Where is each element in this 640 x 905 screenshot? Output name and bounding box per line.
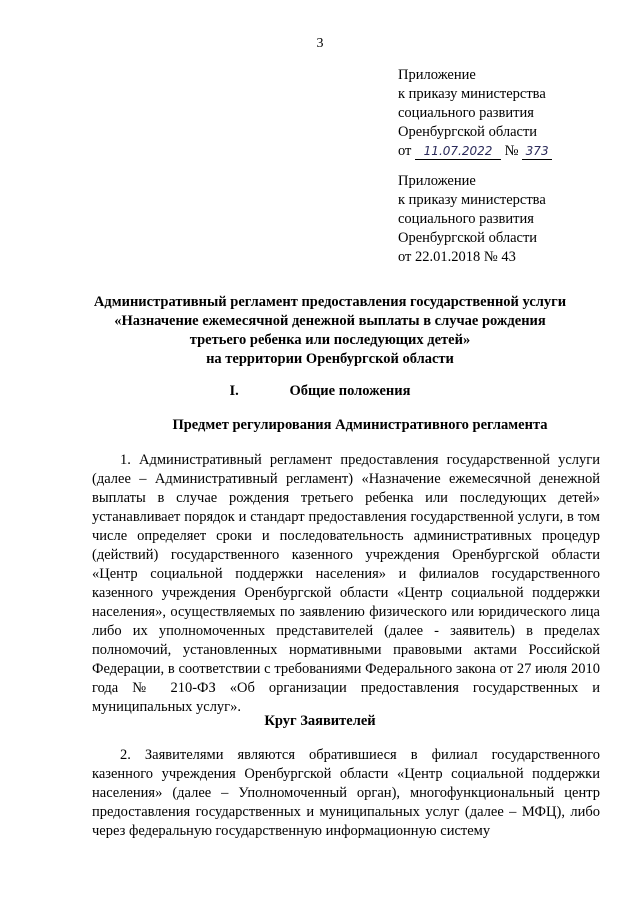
section-heading [0,383,640,400]
subheading-subject: Предмет регулирования Административного регламента [172,417,548,433]
paragraph-2 [92,746,600,841]
page-number: 3 [316,36,324,51]
paragraph-text: 1. Административный регламент предоставления государственной услуги (далее – Административный регламент) «Назначение ежемесячной денежной выплаты в случае рождения третьего ребенка или последующих детей» устанавливает порядок и стандарт предоставления государственной услуги, в том числе определяет сроки и последовательность административных процедур (действий) государственного казенного учреждения Оренбургской области «Центр социальной поддержки населения» и филиалов государственного казенного учреждения Оренбургской области «Центр социальной поддержки населения», осуществляемых по заявлению физического или юридического лица либо их уполномоченных представителей (далее - заявитель) в пределах полномочий, установленных нормативными правовыми актами Российской Федерации, в соответствии с требованиями Федерального закона от 27 июля 2010 года № 210-ФЗ «Об организации предоставления государственных и муниципальных услуг». [92,452,600,715]
appendix-line: социального развития [398,105,534,121]
appendix-line: Приложение [398,173,476,189]
title-line: Административный регламент предоставления государственной услуги [93,294,567,310]
appendix-current-order [398,66,618,161]
appendix-line: Оренбургской области [398,124,538,140]
number-label: № [504,143,519,159]
handwritten-number [522,144,552,160]
handwritten-date-value: 11.07.2022 [423,144,493,158]
title-line: третьего ребенка или последующих детей» [189,332,471,348]
appendix-previous-order [398,172,618,267]
appendix-line: к приказу министерства [398,86,546,102]
appendix-line: Оренбургской области [398,230,538,246]
section-title: Общие положения [289,383,411,399]
document-title [60,293,600,369]
subheading-applicants: Круг Заявителей [264,713,376,729]
from-label: от [398,143,412,159]
appendix-line: к приказу министерства [398,192,546,208]
paragraph-1 [92,451,600,717]
appendix-line: социального развития [398,211,534,227]
appendix-date-number-line [398,142,618,161]
paragraph-text: 2. Заявителями являются обратившиеся в филиал государственного казенного учреждения Оренбургской области «Центр социальной поддержки населения» (далее – Уполномоченный орган), многофункциональный центр предоставления государственных и муниципальных услуг (далее – МФЦ), либо через федеральную государственную информационную систему [92,747,600,839]
title-line: на территории Оренбургской области [206,351,454,367]
title-line: «Назначение ежемесячной денежной выплаты в случае рождения [114,313,546,329]
appendix-line: от 22.01.2018 № 43 [398,249,516,265]
appendix-line: Приложение [398,67,476,83]
handwritten-date [415,144,501,160]
handwritten-number-value: 373 [525,144,549,158]
section-numeral: I. [229,383,239,399]
